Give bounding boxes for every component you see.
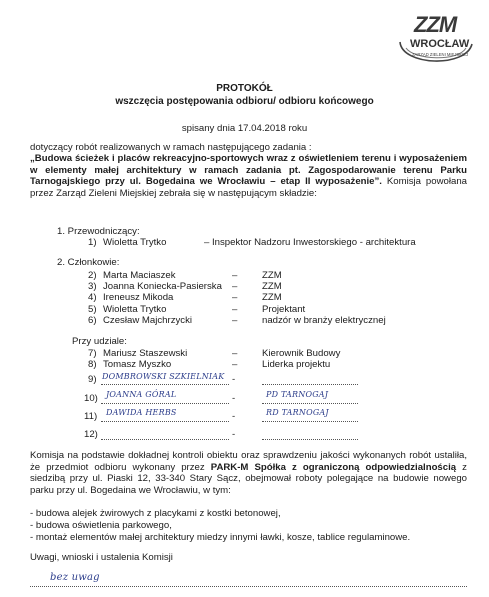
- member-role: ZZM: [262, 292, 282, 303]
- participants-heading: Przy udziale:: [72, 336, 127, 347]
- member-number: 2): [88, 270, 97, 281]
- member-dash: –: [232, 292, 238, 303]
- logo-org: ZARZĄD ZIELENI MIEJSKIEJ: [412, 52, 469, 57]
- member-number: 6): [88, 315, 97, 326]
- logo-city: WROCŁAW: [410, 38, 470, 50]
- handwritten-name: DAWIDA HERBS: [106, 408, 177, 417]
- member-number: 5): [88, 304, 97, 315]
- member-dash: –: [232, 315, 238, 326]
- findings-paragraph: [30, 450, 467, 496]
- participant-number: 11): [84, 411, 98, 422]
- member-dash: –: [232, 304, 238, 315]
- member-number: 4): [88, 292, 97, 303]
- intro-tail: Komisja powołana przez Zarząd Zieleni Miejskiej zebrała się w następującym składzie:: [30, 176, 467, 199]
- participant-dash: -: [232, 393, 236, 404]
- member-number: 3): [88, 281, 97, 292]
- handwritten-name: DOMBROWSKI SZKIELNIAK: [102, 372, 225, 381]
- participant-dash: -: [232, 429, 236, 440]
- participant-role: Kierownik Budowy: [262, 348, 341, 359]
- member-dash: –: [232, 270, 238, 281]
- document-subtitle: wszczęcia postępowania odbioru/ odbioru końcowego: [115, 96, 374, 107]
- remarks-handwritten: bez uwag: [50, 572, 100, 583]
- contractor-name: PARK-M Spółka z ograniczoną odpowiedzialnością: [210, 461, 457, 473]
- date-line: spisany dnia 17.04.2018 roku: [181, 123, 308, 134]
- member-name: Wioletta Trytko: [103, 304, 167, 315]
- scope-item: - budowa alejek żwirowych z placykami z kostki betonowej,: [30, 508, 281, 519]
- participant-number: 9): [88, 374, 97, 385]
- entry-line: [262, 384, 358, 385]
- intro-lead: dotyczący robót realizowanych w ramach następującego zadania :: [30, 142, 312, 153]
- participant-number: 8): [88, 359, 97, 370]
- entry-line: [101, 403, 229, 404]
- entry-line: [101, 439, 229, 440]
- participant-dash: –: [232, 359, 238, 370]
- entry-line: [262, 439, 358, 440]
- task-name: „Budowa ścieżek i placów rekreacyjno-sportowych wraz z oświetleniem terenu i wyposażeniem w elementy małej architektury w ramach zadania pt. Zagospodarowanie terenu Parku Tarnogajskiego przy ul. Bogedaina we Wrocławiu – etap II wyposażenie”.: [30, 153, 467, 188]
- participant-dash: -: [232, 374, 236, 385]
- member-role: ZZM: [262, 281, 282, 292]
- remarks-line: [30, 586, 467, 587]
- zzm-logo: [392, 8, 476, 72]
- participant-dash: -: [232, 411, 236, 422]
- participant-number: 10): [84, 393, 98, 404]
- participant-number: 7): [88, 348, 97, 359]
- participant-dash: –: [232, 348, 238, 359]
- members-heading: 2. Członkowie:: [57, 257, 120, 268]
- entry-line: [262, 421, 358, 422]
- participant-number: 12): [84, 429, 98, 440]
- intro-paragraph: [30, 153, 467, 199]
- entry-line: [262, 403, 358, 404]
- participant-name: Tomasz Myszko: [103, 359, 172, 370]
- document-title: PROTOKÓŁ: [216, 83, 273, 94]
- entry-line: [101, 421, 229, 422]
- scope-item: - budowa oświetlenia parkowego,: [30, 520, 172, 531]
- member-role: nadzór w branży elektrycznej: [262, 315, 386, 326]
- member-dash: –: [232, 281, 238, 292]
- member-name: Ireneusz Mikoda: [103, 292, 174, 303]
- member-name: Marta Maciaszek: [103, 270, 176, 281]
- handwritten-role: RD TARNOGAJ: [266, 408, 329, 417]
- chair-name: Wioletta Trytko: [103, 237, 167, 248]
- chair-role: – Inspektor Nadzoru Inwestorskiego - architektura: [204, 237, 416, 248]
- member-role: ZZM: [262, 270, 282, 281]
- logo-mark: ZZM: [414, 12, 457, 37]
- chair-number: 1): [88, 237, 97, 248]
- findings-text-2: z siedzibą przy ul. Piaski 12, 33-340 Stary Sącz, obejmował roboty polegające na budowie nowego parku przy ul. Bogedaina we Wrocławiu, w tym:: [30, 461, 467, 496]
- member-name: Czesław Majchrzycki: [103, 315, 193, 326]
- scope-item: - montaż elementów małej architektury miedzy innymi ławki, kosze, tablice regulaminowe.: [30, 532, 411, 543]
- handwritten-role: PD TARNOGAJ: [266, 390, 329, 399]
- handwritten-name: JOANNA GÓRAL: [106, 390, 177, 399]
- participant-role: Liderka projektu: [262, 359, 331, 370]
- member-role: Projektant: [262, 304, 306, 315]
- participant-name: Mariusz Staszewski: [103, 348, 188, 359]
- member-name: Joanna Koniecka-Pasierska: [103, 281, 222, 292]
- entry-line: [101, 384, 229, 385]
- remarks-label: Uwagi, wnioski i ustalenia Komisji: [30, 552, 173, 563]
- findings-text-1: Komisja na podstawie dokładnej kontroli obiektu oraz sprawdzeniu jakości wykonanych robót ustaliła, że przedmiot odbioru wykonany przez: [30, 450, 467, 473]
- chair-heading: 1. Przewodniczący:: [57, 226, 140, 237]
